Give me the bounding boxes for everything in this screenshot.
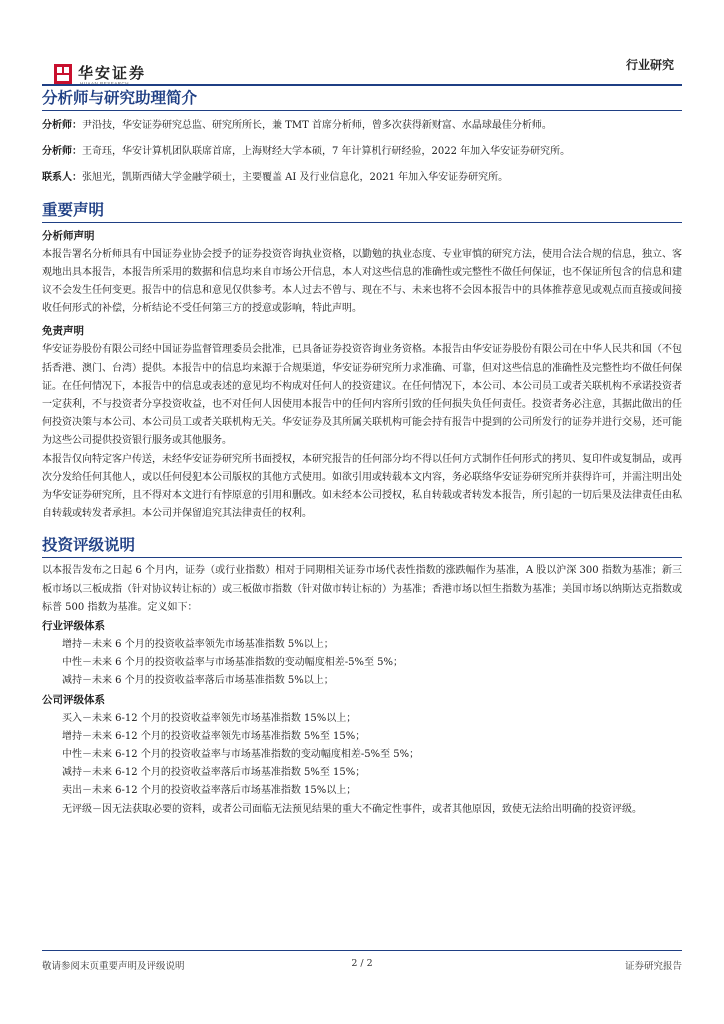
disclaimer-title: 重要声明 (42, 200, 682, 223)
company-rating-item: 减持－未来 6-12 个月的投资收益率落后市场基准指数 5%至 15%； (62, 767, 366, 779)
analyst-entry (42, 117, 682, 135)
analyst-label: 分析师： (42, 146, 82, 158)
logo-text: 华安证券 (78, 64, 147, 82)
industry-rating-title: 行业评级体系 (42, 620, 105, 633)
main-content (42, 88, 682, 819)
logo-seal-icon (54, 64, 72, 84)
analyst-text: 王奇珏，华安计算机团队联席首席，上海财经大学本硕，7 年计算机行研经验，2022 年加入华安证券研究所。 (82, 146, 571, 158)
analyst-text: 尹沿技，华安证券研究总监、研究所所长，兼 TMT 首席分析师，曾多次获得新财富、水晶球最佳分析师。 (82, 120, 552, 131)
company-rating-title: 公司评级体系 (42, 693, 105, 706)
industry-rating-item: 增持－未来 6 个月的投资收益率领先市场基准指数 5%以上； (62, 639, 334, 651)
analyst-label: 分析师： (42, 120, 82, 131)
rating-section (42, 535, 682, 818)
footer-notice: 敬请参阅末页重要声明及评级说明 (42, 961, 185, 972)
company-rating-item: 卖出－未来 6-12 个月的投资收益率落后市场基准指数 15%以上； (62, 785, 357, 797)
industry-rating-item: 中性－未来 6 个月的投资收益率与市场基准指数的变动幅度相差-5%至 5%； (62, 657, 404, 669)
disclaimer-section (42, 200, 682, 524)
company-rating-item: 中性－未来 6-12 个月的投资收益率与市场基准指数的变动幅度相差-5%至 5%； (62, 749, 420, 761)
analysts-title: 分析师与研究助理简介 (42, 88, 682, 111)
company-rating-item: 无评级－因无法获取必要的资料，或者公司面临无法预见结果的重大不确定性事件，或者其他原因，致使无法给出明确的投资评级。 (62, 803, 642, 815)
contact-label: 联系人： (42, 172, 82, 184)
report-type: 行业研究 (625, 58, 674, 72)
company-rating-item: 买入－未来 6-12 个月的投资收益率领先市场基准指数 15%以上； (62, 712, 357, 724)
page-header (42, 52, 682, 88)
rating-intro: 以本报告发布之日起 6 个月内，证券（或行业指数）相对于同期相关证券市场代表性指数的涨跌幅作为基准，A 股以沪深 300 指数为基准；新三板市场以三板成指（针对协议转让标的）或三板做市指数（针对做市转让标的）为基准；香港市场以恒生指数为基准；美国市场以纳斯达克指数或标普 500 指数为基准。定义如下： (42, 565, 682, 613)
footer-report-label: 证券研究报告 (624, 961, 682, 972)
rating-title: 投资评级说明 (42, 535, 682, 558)
analyst-entry (42, 143, 682, 161)
analyst-statement-text: 本报告署名分析师具有中国证券业协会授予的证券投资咨询执业资格，以勤勉的执业态度、专业审慎的研究方法，使用合法合规的信息，独立、客观地出具本报告，本报告所采用的数据和信息均来自市场公开信息，本人对这些信息的准确性或完整性不做任何保证，也不保证所包含的信息和建议不会发生任何变更。报告中的信息和意见仅供参考。本人过去不曾与、现在不与、未来也将不会因本报告中的具体推荐意见或观点而直接或间接收任何形式的补偿，分析结论不受任何第三方的授意或影响，特此声明。 (42, 248, 682, 315)
analysts-section (42, 88, 682, 188)
contact-entry (42, 169, 682, 187)
exemption-paragraph-2: 本报告仅向特定客户传送，未经华安证券研究所书面授权，本研究报告的任何部分均不得以任何方式制作任何形式的拷贝、复印件或复制品，或再次分发给任何其他人，或以任何侵犯本公司版权的其他方式使用。如欲引用或转载本文内容，务必联络华安证券研究所并获得许可，并需注明出处为华安证券研究所，且不得对本文进行有悖原意的引用和删改。如未经本公司授权，私自转载或者转发本报告，所引起的一切后果及法律责任由私自转载或转发者承担。本公司并保留追究其法律责任的权利。 (42, 453, 682, 520)
exemption-paragraph-1: 华安证券股份有限公司经中国证券监督管理委员会批准，已具备证券投资咨询业务资格。本报告由华安证券股份有限公司在中华人民共和国（不包括香港、澳门、台湾）提供。本报告中的信息均来源于合规渠道，华安证券研究所力求准确、可靠，但对这些信息的准确性及完整性均不做任何保证。在任何情况下，本报告中的信息或表述的意见均不构成对任何人的投资建议。在任何情况下，本公司、本公司员工或者关联机构不承诺投资者一定获利，不与投资者分享投资收益，也不对任何人因使用本报告中的任何内容所引致的任何损失负任何责任。投资者务必注意，其据此做出的任何投资决策与本公司、本公司员工或者关联机构无关。华安证券及其所属关联机构可能会持有报告中提到的公司所发行的证券并进行交易，还可能为这些公司提供投资银行服务或其他服务。 (42, 344, 682, 447)
company-rating-item: 增持－未来 6-12 个月的投资收益率领先市场基准指数 5%至 15%； (62, 730, 366, 742)
industry-rating-item: 减持－未来 6 个月的投资收益率落后市场基准指数 5%以上； (62, 675, 334, 687)
footer-divider (42, 950, 682, 951)
header-divider (42, 84, 682, 86)
exemption-title: 免责声明 (42, 325, 84, 338)
analyst-statement-title: 分析师声明 (42, 229, 95, 242)
page-number: 2 / 2 (351, 958, 373, 969)
contact-text: 张旭光，凯斯西储大学金融学硕士，主要覆盖 AI 及行业信息化，2021 年加入华安证券研究所。 (82, 172, 509, 184)
page-footer (42, 950, 682, 970)
